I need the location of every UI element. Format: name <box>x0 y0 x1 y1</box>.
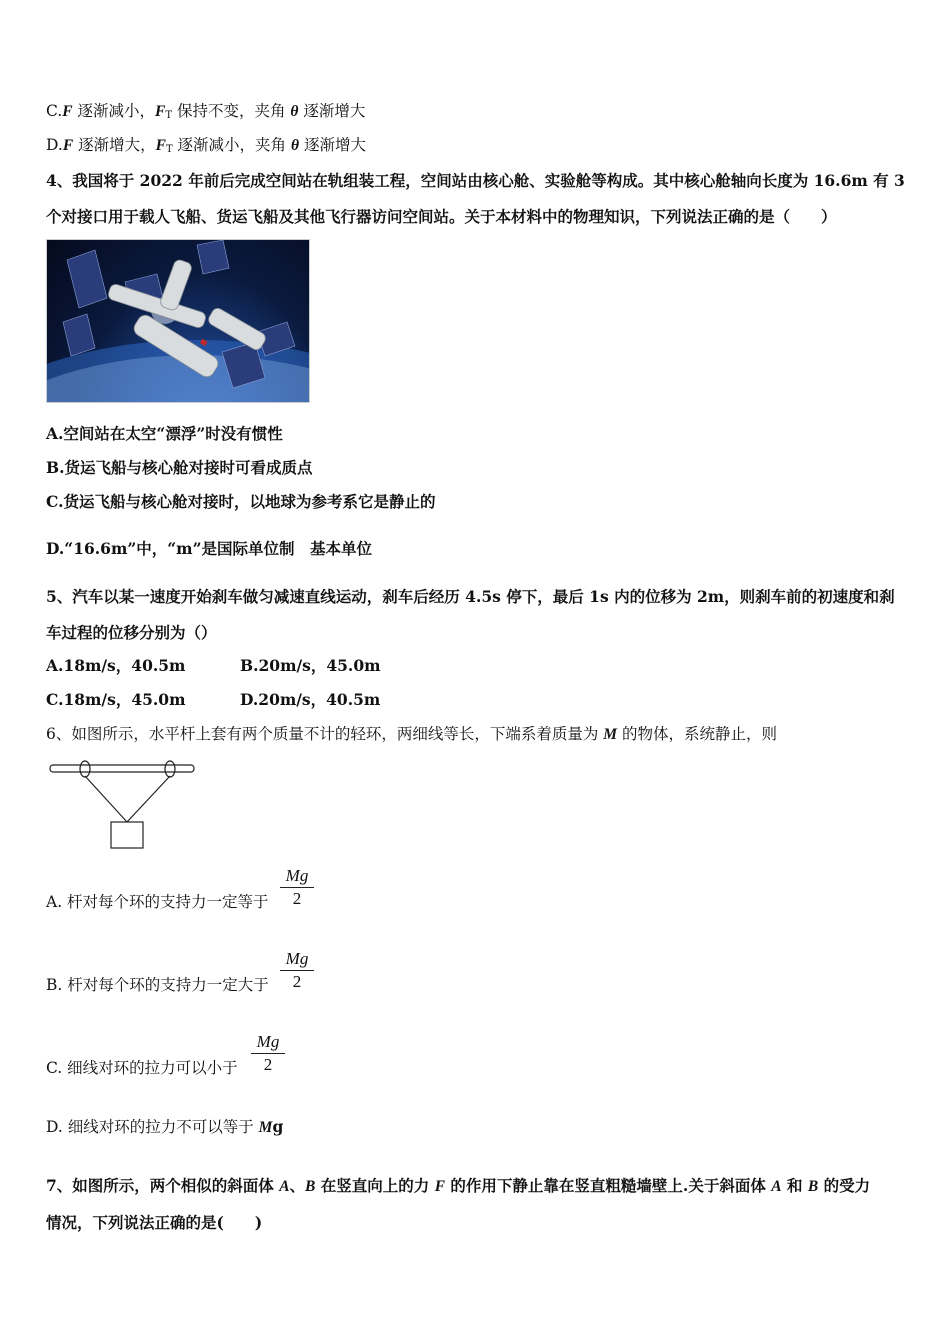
q7-stem-line1: 7、如图所示，两个相似的斜面体 A、B 在竖直向上的力 F 的作用下静止靠在竖直粗糙墙壁上.关于斜面体 A 和 B 的受力 <box>46 1176 871 1195</box>
q4-option-a: A.空间站在太空“漂浮”时没有惯性 <box>46 424 283 443</box>
fraction-mg-over-2-c: $\frac{Mg}{2}$ <box>251 1031 285 1076</box>
q3-option-d: D.F 逐渐增大，$F_T$ 逐渐减小，夹角 θ 逐渐增大 <box>46 136 366 155</box>
q6-option-b: B. 杆对每个环的支持力一定大于 <box>46 976 269 994</box>
right-string <box>127 776 170 822</box>
q6-option-a: A. 杆对每个环的支持力一定等于 <box>46 893 269 911</box>
q4-option-d: D.“16.6m”中，“m”是国际单位制 基本单位 <box>46 539 373 558</box>
space-station-photo <box>46 239 310 403</box>
space-station-illustration <box>47 240 309 402</box>
q3-option-c: C.F 逐渐减小，$F_T$ 保持不变，夹角 θ 逐渐增大 <box>46 102 366 121</box>
q5-option-a: A.18m/s，40.5m <box>46 656 186 675</box>
q4-stem-line2: 个对接口用于载人飞船、货运飞船及其他飞行器访问空间站。关于本材料中的物理知识，下列说法正确的是（ ） <box>46 207 837 226</box>
q5-options-row2 <box>46 690 380 710</box>
q5-option-c: C.18m/s，45.0m <box>46 690 186 709</box>
rod-rings-diagram <box>44 758 204 854</box>
horizontal-rod <box>50 765 194 772</box>
q5-options-row1 <box>46 656 381 676</box>
q4-stem-line1: 4、我国将于 2022 年前后完成空间站在轨组装工程，空间站由核心舱、实验舱等构成。其中核心舱轴向长度为 16.6m 有 3 <box>46 171 905 190</box>
fraction-mg-over-2-b: $\frac{Mg}{2}$ <box>280 948 314 993</box>
q6-option-d: D. 细线对环的拉力不可以等于 Mg <box>46 1117 284 1136</box>
left-string <box>85 776 127 822</box>
q5-option-d: D.20m/s，40.5m <box>240 690 381 709</box>
q5-stem-line2: 车过程的位移分别为（） <box>46 623 217 642</box>
mass-block <box>111 822 143 848</box>
q5-option-b: B.20m/s，45.0m <box>240 656 381 675</box>
q6-option-c: C. 细线对环的拉力可以小于 <box>46 1059 238 1077</box>
q4-option-c: C.货运飞船与核心舱对接时，以地球为参考系它是静止的 <box>46 492 436 511</box>
q6-stem: 6、如图所示，水平杆上套有两个质量不计的轻环，两细线等长，下端系着质量为 M 的物体，系统静止，则 <box>46 725 778 743</box>
fraction-mg-over-2-a: $\frac{Mg}{2}$ <box>280 865 314 910</box>
q7-stem-line2: 情况，下列说法正确的是( ) <box>46 1213 263 1232</box>
q5-stem-line1: 5、汽车以某一速度开始刹车做匀减速直线运动，刹车后经历 4.5s 停下，最后 1s 内的位移为 2m，则刹车前的初速度和刹 <box>46 587 895 606</box>
q4-option-b: B.货运飞船与核心舱对接时可看成质点 <box>46 458 313 477</box>
